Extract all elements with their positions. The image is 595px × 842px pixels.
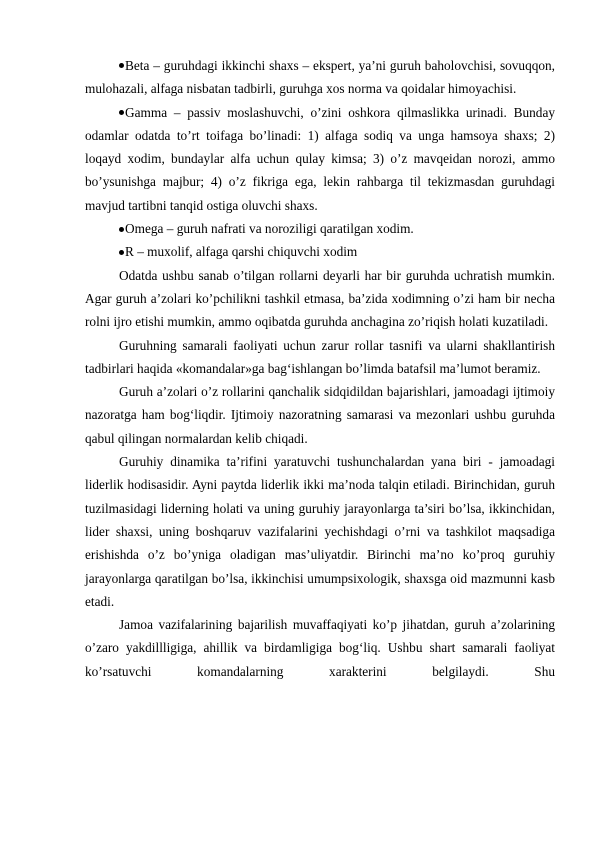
paragraph-team-tasks: Jamoa vazifalarining bajarilish muvaffaqiyati ko’p jihatdan, guruh a’zolarining o’zaro yakdillligiga, ahillik va birdamligiga bog‘liq. Ushbu shart samarali faoliyat ko’rsatuvchi komandalarning xarakterini belgilaydi. Shu bbox=[85, 617, 555, 679]
bullet-icon bbox=[119, 250, 124, 255]
paragraph-beta bbox=[85, 54, 555, 101]
paragraph-omega bbox=[85, 217, 555, 240]
paragraph-text: Omega – guruh nafrati va noroziligi qaratilgan xodim. bbox=[125, 221, 414, 237]
bullet-icon bbox=[119, 110, 124, 115]
paragraph-text: Gamma – passiv moslashuvchi, o’zini oshkora qilmaslikka urinadi. Bunday odamlar odatda to’rt toifaga bo’linadi: 1) alfaga sodiq va unga hamsoya shaxs; 2) loqayd xodim, bundaylar alfa uchun qulay kimsa; 3) o’z mavqeidan norozi, ammo bo’ysunishga majbur; 4) o’z fikriga ega, lekin rahbarga til tekizmasdan guruhdagi mavjud tartibni tanqid ostiga oluvchi shaxs. bbox=[85, 104, 555, 213]
paragraph-r bbox=[85, 240, 555, 263]
bullet-icon bbox=[119, 63, 124, 68]
paragraph-text: Beta – guruhdagi ikkinchi shaxs – ekspert, ya’ni guruh baholovchisi, sovuqqon, mulohazali, alfaga nisbatan tadbirli, guruhga xos norma va qoidalar himoyachisi. bbox=[85, 58, 555, 97]
document-page bbox=[85, 54, 555, 706]
bullet-icon bbox=[119, 227, 124, 232]
paragraph-text: R – muxolif, alfaga qarshi chiquvchi xodim bbox=[125, 244, 358, 260]
paragraph-gamma bbox=[85, 101, 555, 217]
paragraph-commands: Guruhning samarali faoliyati uchun zarur rollar tasnifi va ularni shakllantirish tadbirlari haqida «komandalar»ga bag‘ishlangan bo’limda batafsil ma’lumot beramiz. bbox=[85, 337, 555, 376]
paragraph-leadership: Guruhiy dinamika ta’rifini yaratuvchi tushunchalardan yana biri - jamoadagi liderlik hodisasidir. Ayni paytda liderlik ikki ma’noda talqin etiladi. Birinchidan, guruh tuzilmasidagi liderning holati va uning guruhiy jarayonlarga ta’siri bo’lsa, ikkinchidan, lider shaxsi, uning boshqaruv vazifalarini yechishdagi o’rni va tashkilot maqsadiga erishishda o’z bo’yniga oladigan mas’uliyatdir. Birinchi ma’no ko’proq guruhiy jarayonlarga qaratilgan bo’lsa, ikkinchisi umumpsixologik, shaxsga oid mazmunni kasb etadi. bbox=[85, 454, 555, 609]
paragraph-roles: Odatda ushbu sanab o’tilgan rollarni deyarli har bir guruhda uchratish mumkin. Agar guruh a’zolari ko’pchilikni tashkil etmasa, ba’zida xodimning o’zi ham bir necha rolni ijro etishi mumkin, ammo oqibatda guruhda anchagina zo’riqish holati kuzatiladi. bbox=[85, 267, 555, 330]
paragraph-social-control: Guruh a’zolari o’z rollarini qanchalik sidqidildan bajarishlari, jamoadagi ijtimoiy nazoratga ham bog‘liqdir. Ijtimoiy nazoratning samarasi va mezonlari ushbu guruhda qabul qilingan normalardan kelib chiqadi. bbox=[85, 384, 555, 446]
